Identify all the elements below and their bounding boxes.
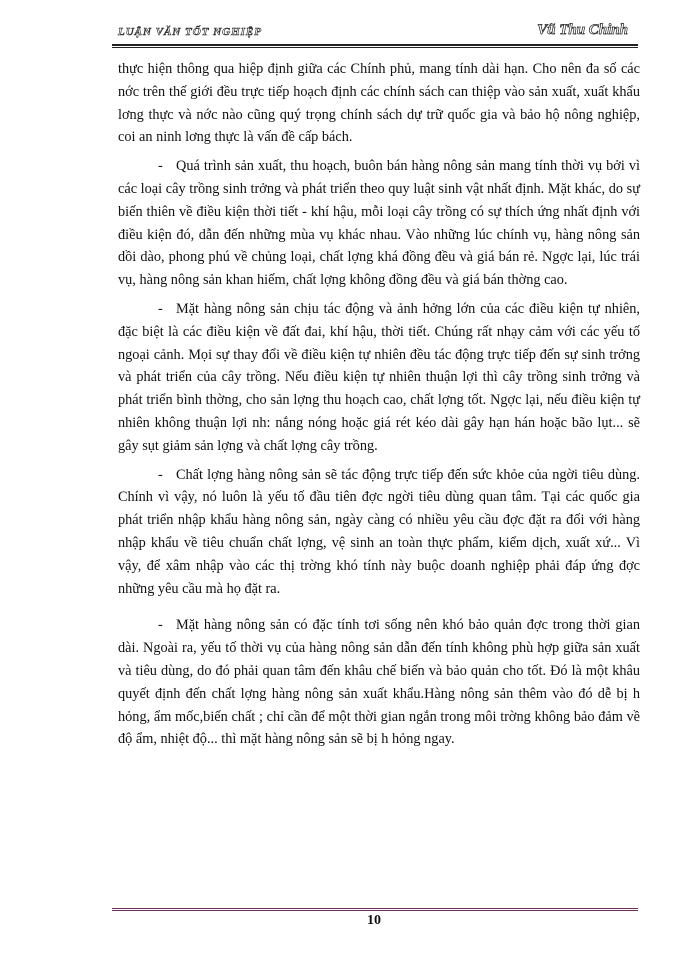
paragraph-text: Quá trình sản xuất, thu hoạch, buôn bán hàng nông sản mang tính thời vụ bởi vì các loại cây trồng sinh trởng và phát triển theo quy luật sinh vật nhất định. Mặt khác, do sự biến thiên về điều kiện thời tiết - khí hậu, mỗi loại cây trồng có sự thích ứng nhất định với điều kiện đó, dẫn đến những mùa vụ khác nhau. Vào những lúc chính vụ, hàng nông sản dồi dào, phong phú về chủng loại, chất lợng khá đồng đều và giá bán rẻ. Ngợc lại, lúc trái vụ, hàng nông sản khan hiếm, chất lợng không đồng đều và giá bán thờng cao. — [118, 158, 640, 289]
header-divider — [112, 44, 638, 48]
footer-divider — [112, 908, 638, 911]
paragraph-text: Chất lợng hàng nông sản sẽ tác động trực tiếp đến sức khỏe của ngời tiêu dùng. Chính vì vậy, nó luôn là yếu tố đầu tiên đợc ngời tiêu dùng quan tâm. Tại các quốc gia phát triển nhập khẩu hàng nông sản, ngày càng có nhiều yêu cầu đợc đặt ra đối với hàng nhập khẩu về tiêu chuẩn chất lợng, vệ sinh an toàn thực phẩm, kiểm dịch, xuất xứ... Vì vậy, để xâm nhập vào các thị trờng khó tính này buộc doanh nghiệp phải đáp ứng đợc những yêu cầu mà họ đặt ra. — [118, 466, 640, 597]
paragraph-2 — [118, 155, 640, 292]
bullet-dash: - — [158, 300, 163, 317]
paragraph-text: Mặt hàng nông sản chịu tác động và ảnh hởng lớn của các điều kiện tự nhiên, đặc biệt là các điều kiện về đất đai, khí hậu, thời tiết. Chúng rất nhạy cảm với các yếu tố ngoại cảnh. Mọi sự thay đổi về điều kiện tự nhiên đều tác động trực tiếp đến sự sinh trởng và phát triển của cây trồng. Nếu điều kiện tự nhiên thuận lợi thì cây trồng sinh trởng và phát triển bình thờng, cho sản lợng thu hoạch cao, chất lợng tốt. Ngợc lại, nếu điều kiện tự nhiên không thuận lợi nh: nắng nóng hoặc giá rét kéo dài gây hạn hán hoặc bão lụt... sẽ gây sụt giảm sản lợng và chất lợng cây trồng. — [118, 300, 640, 454]
paragraph-1: thực hiện thông qua hiệp định giữa các Chính phủ, mang tính dài hạn. Cho nên đa số các nớc trên thế giới đều trực tiếp hoạch định các chính sách can thiệp vào sản xuất, xuất khẩu lơng thực và nớc nào cũng quý trọng chính sách dự trữ quốc gia và bảo hộ nông nghiệp, coi an ninh lơng thực là vấn đề cấp bách. — [118, 61, 640, 146]
paragraph-3 — [118, 298, 640, 458]
bullet-dash: - — [158, 466, 163, 483]
page-number: 10 — [367, 913, 381, 928]
paragraph-5 — [118, 614, 640, 751]
header-thesis-title: LUẬN VĂN TỐT NGHIỆP — [118, 26, 262, 38]
page-body — [118, 58, 640, 751]
paragraph-text: Mặt hàng nông sản có đặc tính tơi sống nên khó bảo quản đợc trong thời gian dài. Ngoài ra, yếu tố thời vụ của hàng nông sản dẫn đến tính không phù hợp giữa sản xuất và tiêu dùng, do đó phải quan tâm đến khâu chế biến và bảo quản cho tốt. Đó là một khâu quyết định đến chất lợng hàng nông sản xuất khẩu.Hàng nông sản thêm vào đó dễ bị h hỏng, ẩm mốc,biến chất ; chỉ cần để một thời gian ngắn trong môi trờng không bảo đảm về độ ẩm, nhiệt độ... thì mặt hàng nông sản sẽ bị h hỏng ngay. — [118, 617, 640, 748]
bullet-dash: - — [158, 617, 163, 634]
header-author-name: Vũ Thu Chinh — [537, 22, 628, 38]
paragraph-4 — [118, 464, 640, 601]
bullet-dash: - — [158, 158, 163, 175]
